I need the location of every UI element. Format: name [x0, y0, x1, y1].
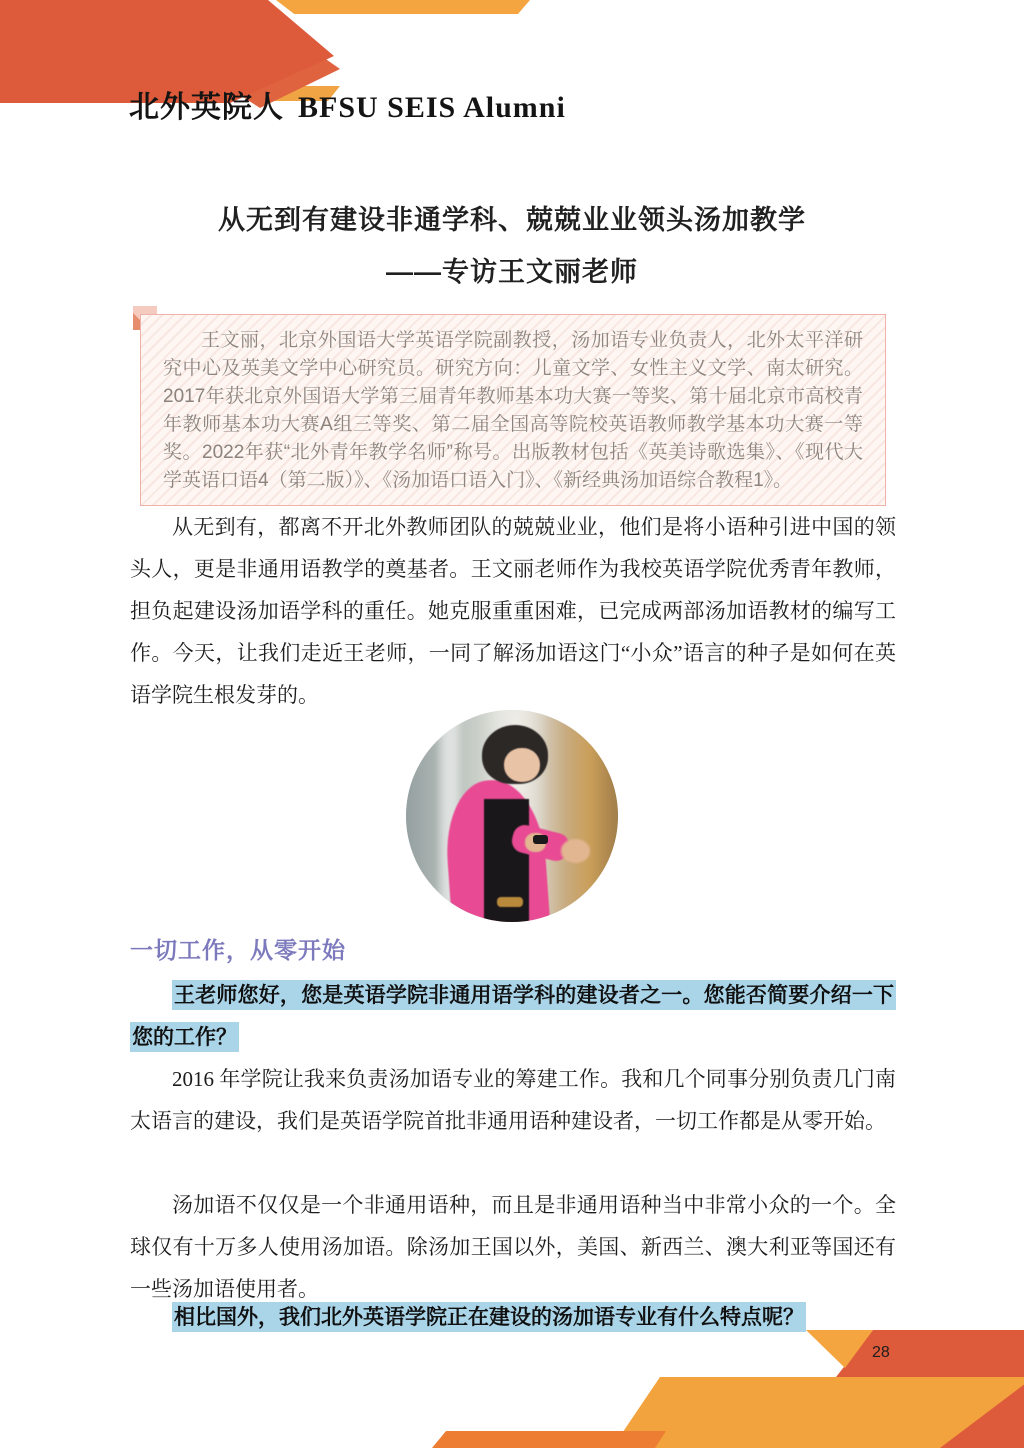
intro-paragraph: 从无到有，都离不开北外教师团队的兢兢业业，他们是将小语种引进中国的领头人，更是非通用语教学的奠基者。王文丽老师作为我校英语学院优秀青年教师，担负起建设汤加语学科的重任。她克服重重困难，已完成两部汤加语教材的编写工作。今天，让我们走近王老师，一同了解汤加语这门“小众”语言的种子是如何在英语学院生根发芽的。: [130, 515, 896, 707]
page-number: 28: [872, 1344, 890, 1361]
section-heading: 一切工作，从零开始: [130, 937, 346, 963]
masthead-english: BFSU SEIS Alumni: [298, 91, 566, 124]
portrait-photo: [406, 710, 618, 922]
bio-text: 王文丽，北京外国语大学英语学院副教授，汤加语专业负责人，北外太平洋研究中心及英美文学中心研究员。研究方向：儿童文学、女性主义文学、南太研究。2017年获北京外国语大学第三届青年教师基本功大赛一等奖、第十届北京市高校青年教师基本功大赛A组三等奖、第二届全国高等院校英语教师教学基本功大赛一等奖。2022年获“北外青年教学名师”称号。出版教材包括《英美诗歌选集》、《现代大学英语口语4（第二版）》、《汤加语口语入门》、《新经典汤加语综合教程1》。: [163, 330, 863, 491]
answer-paragraph-2: 汤加语不仅仅是一个非通用语种，而且是非通用语种当中非常小众的一个。全球仅有十万多人使用汤加语。除汤加王国以外，美国、新西兰、澳大利亚等国还有一些汤加语使用者。: [130, 1193, 896, 1301]
interview-question-1: [130, 974, 896, 1058]
photo-presenter-clicker: [533, 835, 548, 843]
article-title-line2: ——专访王文丽老师: [386, 257, 638, 287]
photo-right-hand: [561, 839, 591, 862]
photo-face: [504, 748, 540, 782]
article-title-line1: 从无到有建设非通学科、兢兢业业领头汤加教学: [218, 205, 806, 235]
masthead: [129, 82, 566, 126]
answer-paragraph-1: 2016 年学院让我来负责汤加语专业的筹建工作。我和几个同事分别负责几门南太语言的建设，我们是英语学院首批非通用语种建设者，一切工作都是从零开始。: [130, 1067, 896, 1133]
masthead-chinese: 北外英院人: [129, 91, 284, 124]
photo-belt-buckle: [497, 897, 522, 908]
question-1-highlight: 王老师您好，您是英语学院非通用语学科的建设者之一。您能否简要介绍一下您的工作？: [130, 980, 896, 1052]
bio-box: [140, 314, 886, 506]
bottom-banner-decoration: [0, 1328, 1024, 1448]
question-2-highlight: 相比国外，我们北外英语学院正在建设的汤加语专业有什么特点呢？: [172, 1302, 806, 1332]
